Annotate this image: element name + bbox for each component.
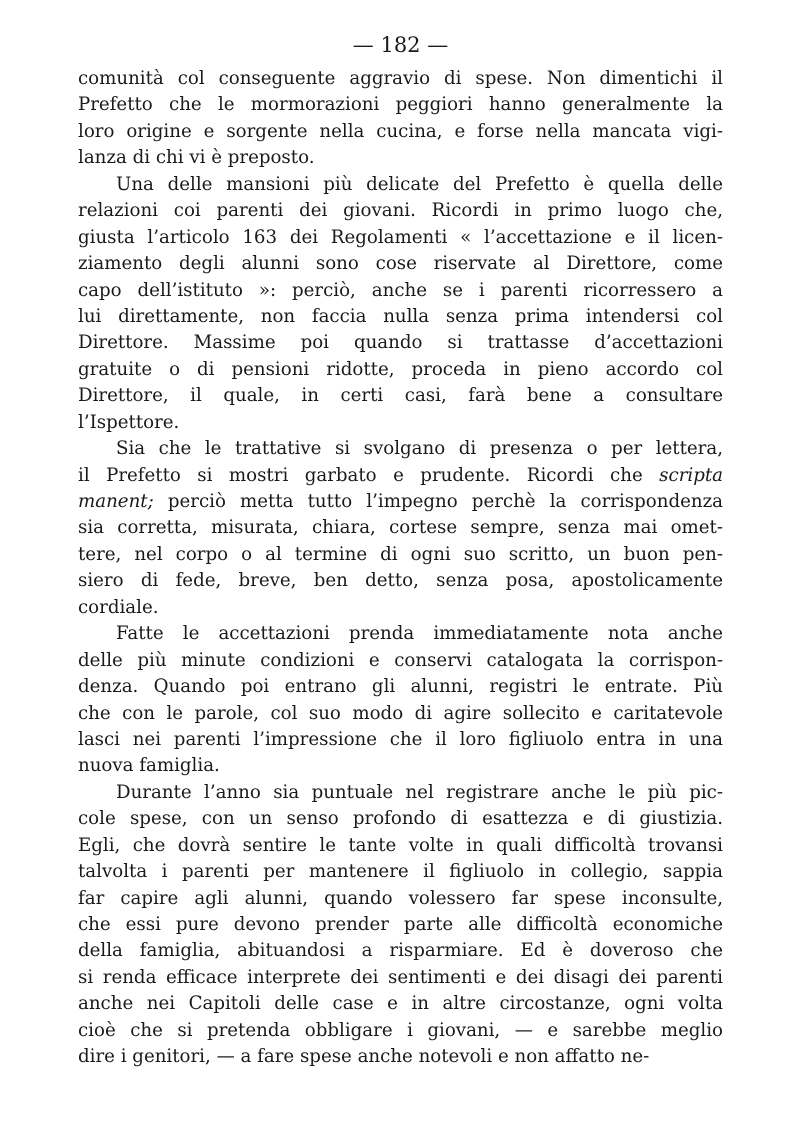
text-line: Direttore, il quale, in certi casi, farà bene a consultare: [78, 385, 723, 407]
text-line: delle più minute condizioni e conservi catalogata la corrispon-: [78, 649, 723, 671]
document-page: [78, 30, 723, 1071]
text-line: Una delle mansioni più delicate del Prefetto è quella delle: [116, 173, 723, 195]
page-number-header: — 182 —: [352, 33, 449, 57]
text-line: Prefetto che le mormorazioni peggiori hanno generalmente la: [78, 94, 723, 116]
text-line: tere, nel corpo o al termine di ogni suo scritto, un buon pen-: [78, 543, 723, 565]
text-line: sia corretta, misurata, chiara, cortese sempre, senza mai omet-: [78, 517, 723, 539]
text-line: far capire agli alunni, quando volessero far spese inconsulte,: [78, 887, 723, 909]
text-line: denza. Quando poi entrano gli alunni, registri le entrate. Più: [78, 676, 723, 698]
text-line: Egli, che dovrà sentire le tante volte in quali difficoltà trovansi: [78, 834, 723, 856]
text-line: Durante l’anno sia puntuale nel registrare anche le più pic-: [116, 781, 723, 803]
text-line: siero di fede, breve, ben detto, senza posa, apostolicamente: [78, 570, 723, 592]
text-line: lasci nei parenti l’impressione che il loro figliuolo entra in una: [78, 728, 723, 750]
text-line: cioè che si pretenda obbligare i giovani, — e sarebbe meglio: [78, 1019, 723, 1041]
text-line: giusta l’articolo 163 dei Regolamenti « l’accettazione e il licen-: [78, 226, 723, 248]
text-line: gratuite o di pensioni ridotte, proceda in pieno accordo col: [78, 358, 723, 380]
text-line: della famiglia, abituandosi a risparmiare. Ed è doveroso che: [78, 940, 723, 962]
paragraph: [78, 172, 723, 436]
text-line: Fatte le accettazioni prenda immediatamente nota anche: [116, 623, 723, 645]
text-line: capo dell’istituto »: perciò, anche se i parenti ricorressero a: [78, 279, 723, 301]
text-line: cordiale.: [78, 596, 159, 618]
text-line: che essi pure devono prender parte alle difficoltà economiche: [78, 914, 723, 935]
text-line: che con le parole, col suo modo di agire sollecito e caritatevole: [78, 702, 723, 724]
italic-phrase: manent;: [78, 491, 154, 512]
text-line: loro origine e sorgente nella cucina, e forse nella mancata vigi-: [78, 120, 723, 142]
body-text: [78, 66, 723, 1071]
text-line: nuova famiglia.: [78, 755, 220, 777]
text-line: si renda efficace interprete dei sentimenti e dei disagi dei parenti: [78, 966, 723, 988]
text-line: ziamento degli alunni sono cose riservate al Direttore, come: [78, 253, 723, 275]
paragraph: [78, 621, 723, 780]
paragraph: [78, 436, 723, 621]
text-line: talvolta i parenti per mantenere il figliuolo in collegio, sappia: [78, 861, 723, 883]
text-line: lanza di chi vi è preposto.: [78, 147, 315, 169]
text-line: lui direttamente, non faccia nulla senza prima intendersi col: [78, 305, 723, 327]
text-line: dire i genitori, — a fare spese anche notevoli e non affatto ne-: [78, 1046, 650, 1068]
text-line: manent; perciò metta tutto l’impegno perchè la corrispondenza: [78, 491, 723, 512]
text-line: Sia che le trattative si svolgano di presenza o per lettera,: [116, 438, 723, 460]
text-line: l’Ispettore.: [78, 411, 180, 433]
text-line: comunità col conseguente aggravio di spese. Non dimentichi il: [78, 68, 723, 89]
text-line: relazioni coi parenti dei giovani. Ricordi in primo luogo che,: [78, 200, 723, 222]
paragraph: [78, 66, 723, 172]
text-line: cole spese, con un senso profondo di esattezza e di giustizia.: [78, 808, 723, 830]
paragraph: [78, 780, 723, 1071]
text-line: Direttore. Massime poi quando si trattasse d’accettazioni: [78, 332, 723, 354]
italic-phrase: scripta: [659, 464, 723, 486]
text-line: anche nei Capitoli delle case e in altre circostanze, ogni volta: [78, 993, 723, 1015]
text-line: il Prefetto si mostri garbato e prudente. Ricordi che scripta: [78, 464, 723, 486]
